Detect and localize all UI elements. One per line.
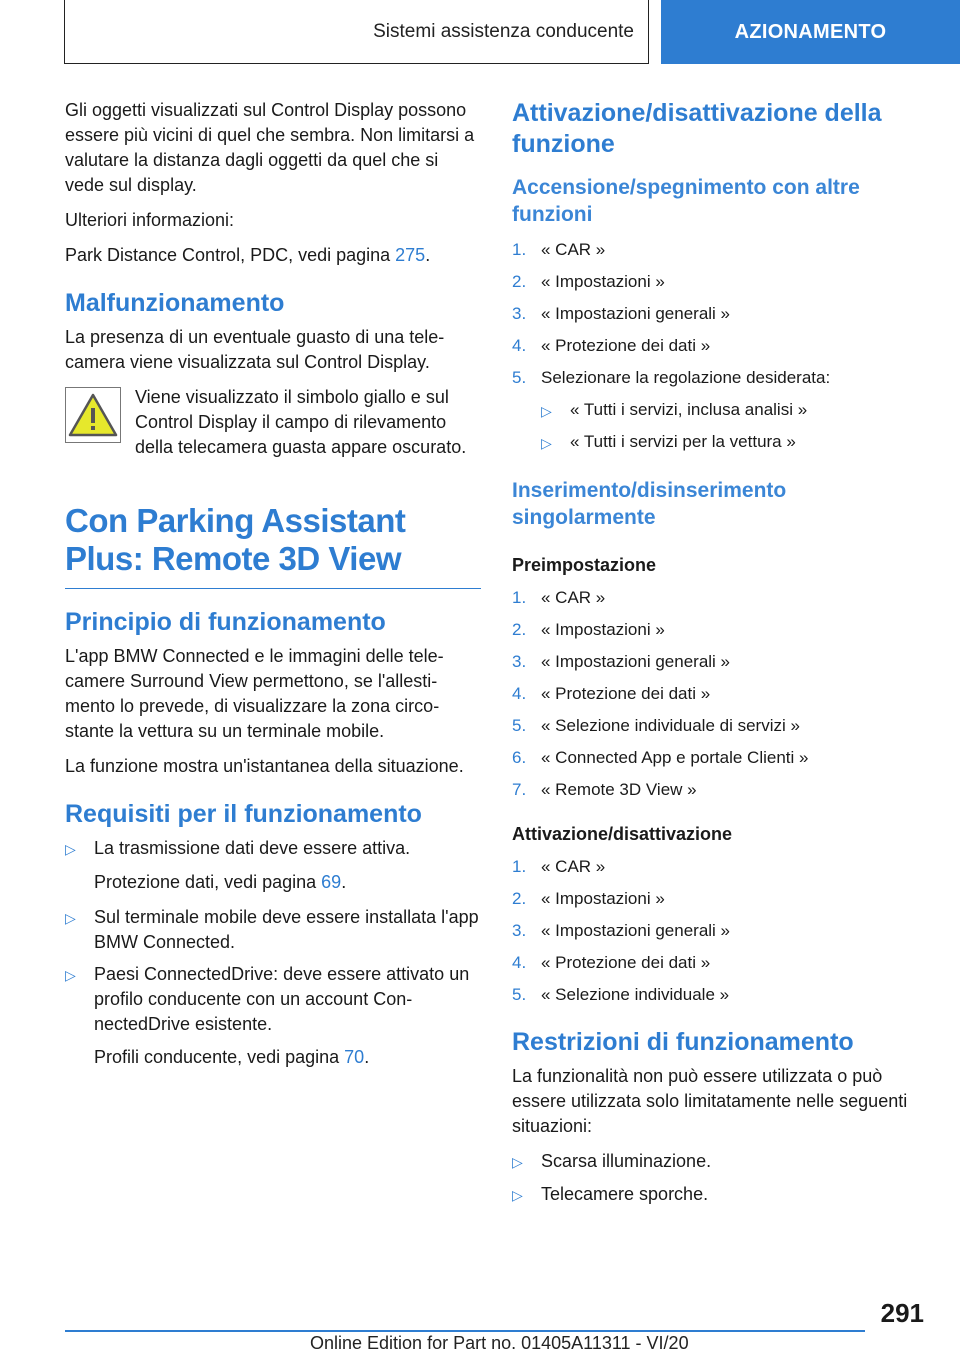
warning-text: Viene visualizzato il simbolo giallo e sul Control Display il campo di rilevamento della telecamera guasta appare oscurato.: [135, 387, 467, 457]
principle-paragraph-1: L'app BMW Connected e le immagini delle telecamere Surround View permettono, se l'allestimento lo prevede, di visualizzare la zona circostante la vettura su un terminale mobile.: [65, 646, 444, 741]
step-number: 3.: [512, 304, 527, 323]
remote-3d-view-heading: Con Parking Assistant Plus: Remote 3D View: [65, 502, 481, 589]
bullet-triangle-icon: ▷: [65, 967, 76, 983]
other-functions-steps: [512, 238, 912, 390]
step-number: 4.: [512, 684, 527, 703]
data-protection-page-link[interactable]: 69: [321, 872, 342, 892]
step-number: 2.: [512, 889, 527, 908]
list-item: [65, 836, 481, 862]
step-number: 1.: [512, 857, 527, 876]
step-text: « CAR »: [541, 240, 606, 259]
activation-heading: Attivazione/disattivazione della funzione: [512, 99, 882, 158]
step-number: 4.: [512, 336, 527, 355]
requirement-text: Paesi ConnectedDrive: deve essere attivato un profilo conducente con un account ConnectedDrive esistente.: [94, 964, 470, 1034]
step-number: 1.: [512, 588, 527, 607]
intro-paragraph: Gli oggetti visualizzati sul Control Display possono essere più vicini di quel che sembra. Non limitarsi a valutare la distanza dagli oggetti da quel che si vede sul display.: [65, 100, 475, 195]
step-number: 4.: [512, 953, 527, 972]
list-item: [512, 618, 912, 642]
list-item: [541, 430, 912, 455]
list-item: [512, 714, 912, 738]
bullet-triangle-icon: ▷: [541, 403, 552, 419]
requirement-reference: Protezione dati, vedi pagina 69.: [94, 872, 347, 892]
footer-divider: [65, 1330, 865, 1332]
pdc-page-link[interactable]: 275: [395, 245, 426, 265]
list-item: [512, 270, 912, 294]
step-text: « Impostazioni generali »: [541, 304, 731, 323]
step-text: « Impostazioni »: [541, 272, 665, 291]
header-chapter-title: AZIONAMENTO: [734, 20, 887, 43]
bullet-triangle-icon: ▷: [65, 841, 76, 857]
header-chapter-tab[interactable]: [661, 0, 960, 64]
step-number: 7.: [512, 780, 527, 799]
principle-heading: Principio di funzionamento: [65, 608, 386, 636]
list-item: [512, 302, 912, 326]
restrictions-heading: Restrizioni di funzionamento: [512, 1028, 854, 1056]
list-item: [512, 1182, 912, 1208]
list-item: [512, 983, 912, 1007]
preset-steps: [512, 586, 912, 802]
step-text: « Connected App e portale Clienti »: [541, 748, 809, 767]
step-text: Selezionare la regolazione desiderata:: [541, 368, 831, 387]
bullet-triangle-icon: ▷: [65, 910, 76, 926]
list-item: [65, 905, 481, 955]
header-section-title: Sistemi assistenza conducente: [373, 20, 634, 42]
list-item: [512, 650, 912, 674]
driver-profile-page-link[interactable]: 70: [344, 1047, 365, 1067]
step-text: « CAR »: [541, 588, 606, 607]
list-item: [541, 398, 912, 423]
malfunction-paragraph: La presenza di un eventuale guasto di una telecamera viene visualizzata sul Control Display.: [65, 327, 445, 372]
list-item: [512, 1149, 912, 1175]
requirements-list-continued: [65, 905, 481, 1037]
step-text: « Protezione dei dati »: [541, 953, 711, 972]
list-item: [512, 887, 912, 911]
list-item: [512, 919, 912, 943]
preset-heading: Preimpostazione: [512, 555, 657, 575]
toggle-heading: Attivazione/disattivazione: [512, 824, 733, 844]
profile-reference: Profili conducente, vedi pagina 70.: [94, 1047, 370, 1067]
warning-triangle-icon: [65, 387, 121, 443]
step-number: 5.: [512, 716, 527, 735]
page-number: 291: [880, 1298, 924, 1328]
other-functions-heading: Accensione/spegnimento con altre funzioni: [512, 176, 860, 226]
step-text: « Impostazioni »: [541, 620, 665, 639]
list-item: [512, 855, 912, 879]
list-item: [512, 366, 912, 390]
list-item: [512, 682, 912, 706]
step-number: 5.: [512, 985, 527, 1004]
step-number: 2.: [512, 620, 527, 639]
option-text: « Tutti i servizi, inclusa analisi »: [570, 400, 808, 419]
list-item: [512, 334, 912, 358]
step-number: 1.: [512, 240, 527, 259]
step-text: « Impostazioni generali »: [541, 921, 731, 940]
bullet-triangle-icon: ▷: [541, 435, 552, 451]
requirements-heading: Requisiti per il funzionamento: [65, 800, 422, 828]
restrictions-paragraph: La funzionalità non può essere utilizzata o può essere utilizzata solo limitatamente nelle seguenti situazioni:: [512, 1066, 908, 1136]
footer-edition: Online Edition for Part no. 01405A11311 - VI/20: [310, 1333, 689, 1353]
restrictions-list: [512, 1149, 912, 1208]
list-item: [512, 778, 912, 802]
step-text: « Remote 3D View »: [541, 780, 697, 799]
step-number: 5.: [512, 368, 527, 387]
requirement-text: Sul terminale mobile deve essere installata l'app BMW Connected.: [94, 907, 479, 952]
requirement-reference-text: Protezione dati, vedi pagina: [94, 872, 322, 892]
step-number: 3.: [512, 921, 527, 940]
step-number: 6.: [512, 748, 527, 767]
list-item: [65, 962, 481, 1037]
right-column: [512, 98, 912, 1224]
malfunction-heading: Malfunzionamento: [65, 289, 285, 317]
warning-note: [65, 385, 481, 460]
profile-reference-text: Profili conducente, vedi pagina: [94, 1047, 345, 1067]
step-number: 2.: [512, 272, 527, 291]
step-text: « Impostazioni »: [541, 889, 665, 908]
list-item: [512, 951, 912, 975]
pdc-reference: Park Distance Control, PDC, vedi pagina 275.: [65, 245, 431, 265]
option-text: « Tutti i servizi per la vettura »: [570, 432, 796, 451]
bullet-triangle-icon: ▷: [512, 1154, 523, 1170]
step-text: « Protezione dei dati »: [541, 684, 711, 703]
bullet-triangle-icon: ▷: [512, 1187, 523, 1203]
more-info-label: Ulteriori informazioni:: [65, 210, 235, 230]
principle-paragraph-2: La funzione mostra un'istantanea della situazione.: [65, 756, 464, 776]
step-number: 3.: [512, 652, 527, 671]
other-functions-options: [541, 398, 912, 455]
left-column: [65, 98, 481, 1078]
step-text: « Impostazioni generali »: [541, 652, 731, 671]
step-text: « Selezione individuale »: [541, 985, 730, 1004]
requirement-text: La trasmissione dati deve essere attiva.: [94, 838, 411, 858]
restriction-text: Telecamere sporche.: [541, 1184, 709, 1204]
single-activation-heading: Inserimento/disinserimento singolarmente: [512, 479, 787, 529]
requirements-list: [65, 836, 481, 862]
toggle-steps: [512, 855, 912, 1007]
list-item: [512, 746, 912, 770]
restriction-text: Scarsa illuminazione.: [541, 1151, 712, 1171]
step-text: « CAR »: [541, 857, 606, 876]
list-item: [512, 238, 912, 262]
header-section: [64, 0, 649, 64]
step-text: « Protezione dei dati »: [541, 336, 711, 355]
pdc-reference-text: Park Distance Control, PDC, vedi pagina: [65, 245, 396, 265]
step-text: « Selezione individuale di servizi »: [541, 716, 800, 735]
list-item: [512, 586, 912, 610]
